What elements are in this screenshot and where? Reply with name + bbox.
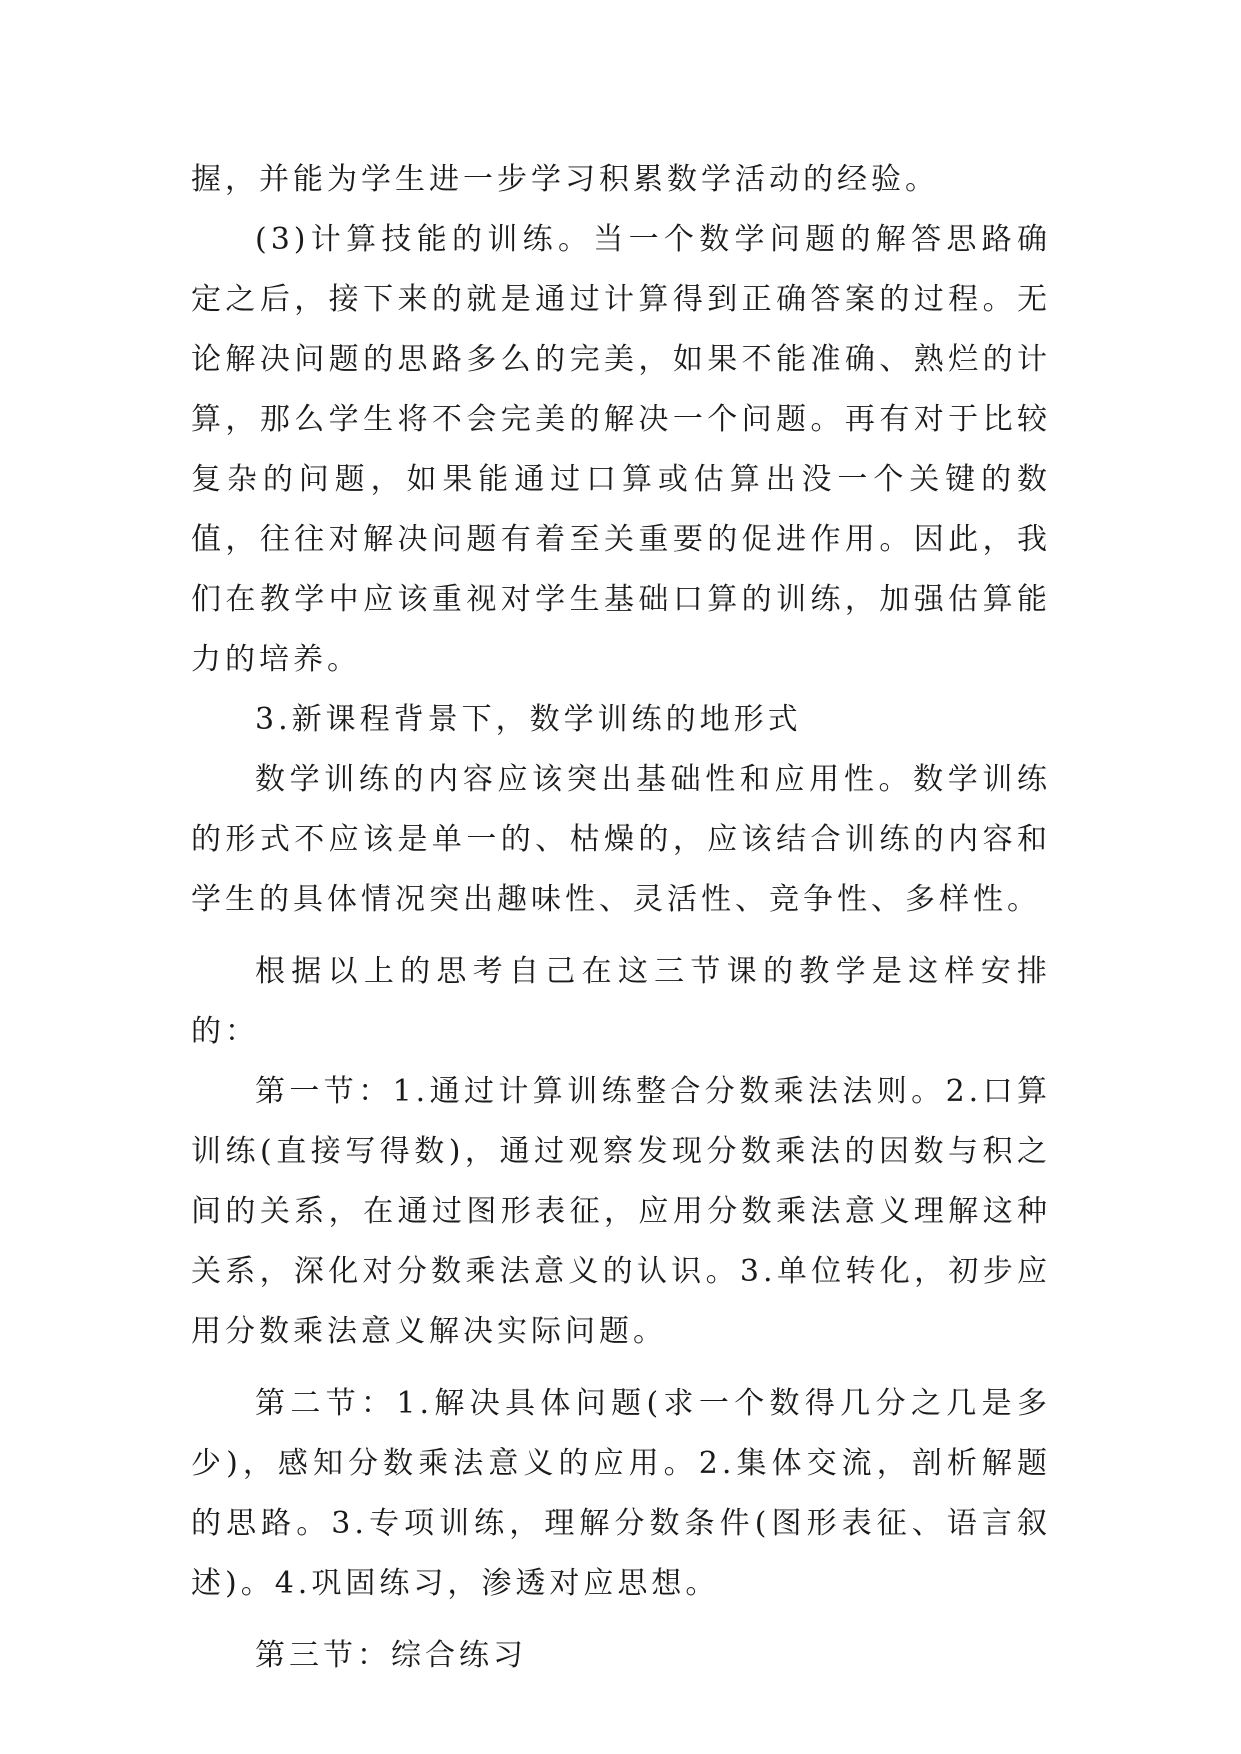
- paragraph-6-lesson-one: 第一节：1.通过计算训练整合分数乘法法则。2.口算训练(直接写得数)，通过观察发现分数乘法的因数与积之间的关系，在通过图形表征，应用分数乘法意义理解这种关系，深化对分数乘法意义的认识。3.单位转化，初步应用分数乘法意义解决实际问题。: [191, 1074, 1051, 1349]
- paragraph-4: 数学训练的内容应该突出基础性和应用性。数学训练的形式不应该是单一的、枯燥的，应该结合训练的内容和学生的具体情况突出趣味性、灵活性、竞争性、多样性。: [191, 762, 1051, 917]
- paragraph-1: 握，并能为学生进一步学习积累数学活动的经验。: [191, 162, 939, 197]
- paragraph-5: 根据以上的思考自己在这三节课的教学是这样安排的：: [191, 954, 1051, 1049]
- paragraph-2: (3)计算技能的训练。当一个数学问题的解答思路确定之后，接下来的就是通过计算得到正确答案的过程。无论解决问题的思路多么的完美，如果不能准确、熟烂的计算，那么学生将不会完美的解决一个问题。再有对于比较复杂的问题，如果能通过口算或估算出没一个关键的数值，往往对解决问题有着至关重要的促进作用。因此，我们在教学中应该重视对学生基础口算的训练，加强估算能力的培养。: [191, 222, 1051, 677]
- paragraph-8-lesson-three: 第三节：综合练习: [255, 1638, 527, 1673]
- paragraph-3-heading: 3.新课程背景下，数学训练的地形式: [255, 702, 802, 737]
- document-body: [191, 150, 1051, 1686]
- paragraph-7-lesson-two: 第二节：1.解决具体问题(求一个数得几分之几是多少)，感知分数乘法意义的应用。2.集体交流，剖析解题的思路。3.专项训练，理解分数条件(图形表征、语言叙述)。4.巩固练习，渗透对应思想。: [191, 1386, 1051, 1601]
